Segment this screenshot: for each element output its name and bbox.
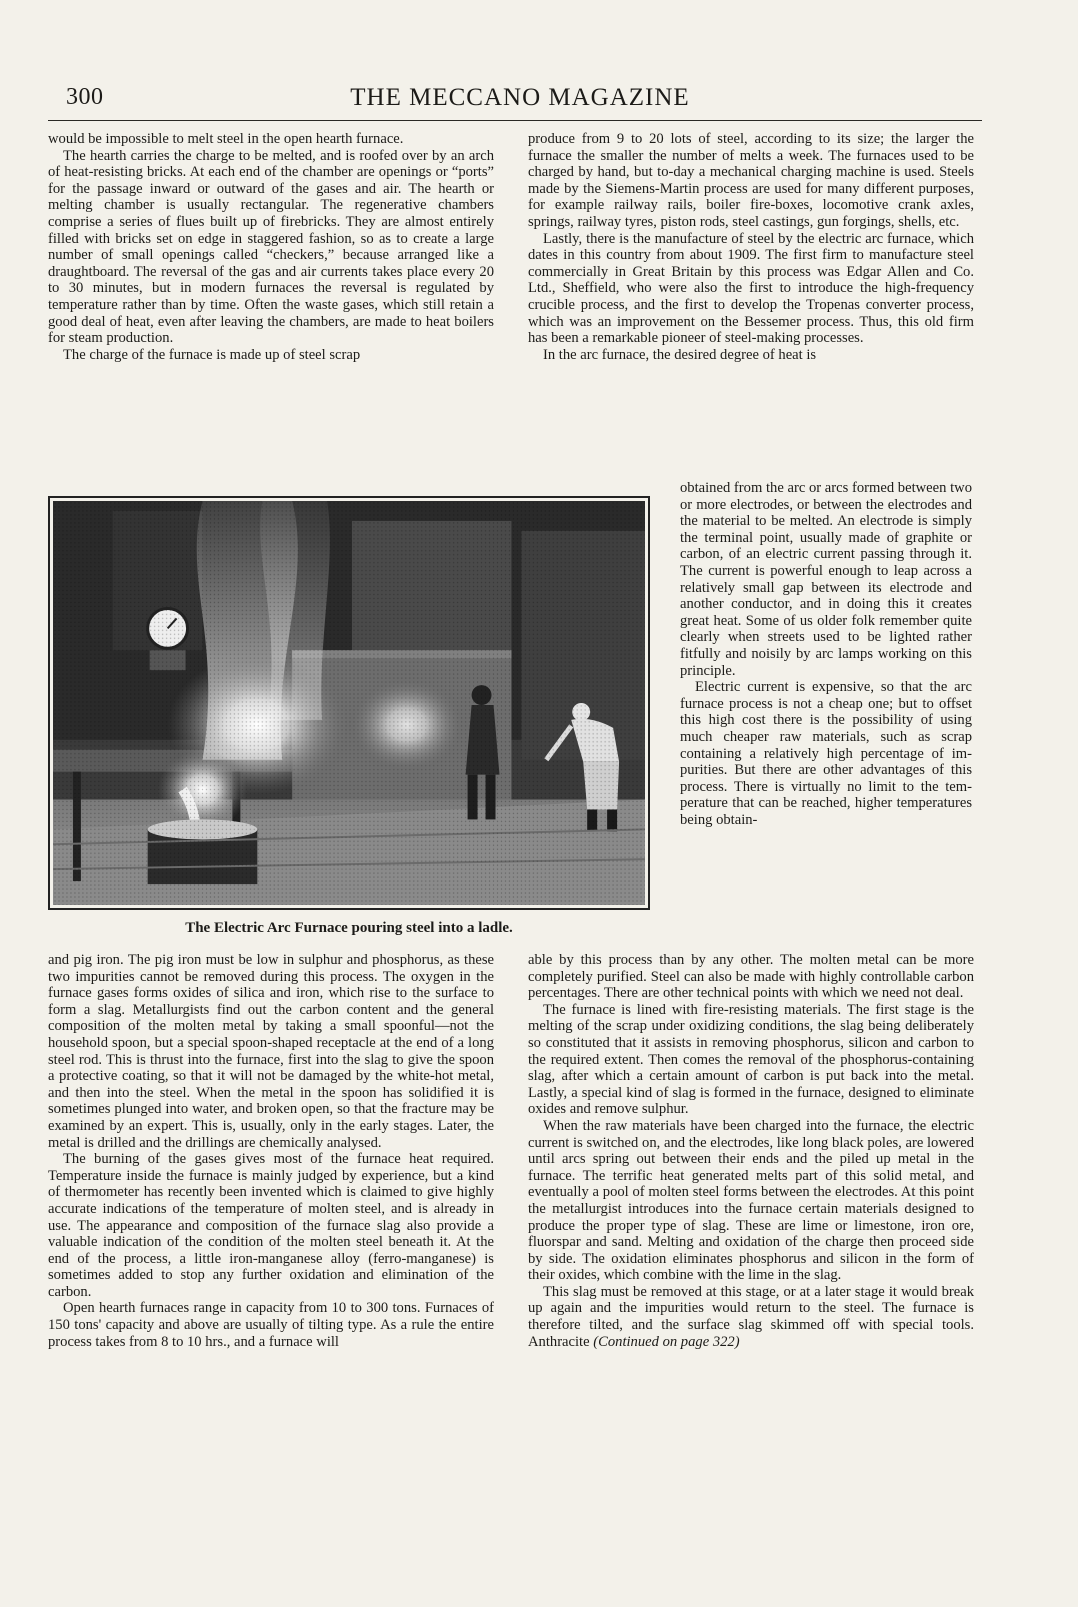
figure-caption: The Electric Arc Furnace pouring steel into a ladle.	[185, 920, 513, 936]
paragraph: In the arc furnace, the desired degree of heat is	[543, 346, 817, 363]
paragraph: would be impossible to melt steel in the open hearth furnace.	[48, 131, 404, 147]
paragraph-last	[528, 1284, 974, 1350]
column-left-bottom	[48, 952, 494, 1350]
paragraph: Lastly, there is the manufacture of steel by the electric arc furnace, which dates in this country from about 1909. The first firm to manufacture steel commercially in Great Britain by this process was Edgar Allen and Co. Ltd., Sheffield, who were also the first to introduce the high-frequency crucible process, and the first to develop the Tropenas converter process, which was an improvement on the Bessemer process. Thus, this old firm has been a remarkable pioneer of steel-making processes.	[528, 230, 974, 347]
furnace-photo-frame	[48, 496, 650, 910]
page-number: 300	[66, 84, 104, 110]
paragraph: produce from 9 to 20 lots of steel, according to its size; the larger the furnace the smaller the number of melts a week. The furnaces used to be charged by hand, but to-day a mechanical charging machine is used. Steels made by the Siemens-Martin process are used for many different purposes, for example railway rails, boiler fire-boxes, locomotive crank axles, springs, railway tyres, piston rods, steel castings, gun forgings, shells, etc.	[528, 131, 974, 230]
column-right-bottom	[528, 952, 974, 1350]
paragraph: The charge of the furnace is made up of steel scrap	[63, 346, 361, 363]
continued-note: (Continued on page 322)	[593, 1333, 740, 1350]
paragraph: When the raw materials have been charged into the furnace, the electric current is switched on, and the electrodes, like long black poles, are lowered until arcs spring out between their ends and the piled up metal in the furnace. The terrific heat generated melts part of this solid metal, and eventually a pool of molten steel forms between the electrodes. At this point the metallurgist introduces into the furnace certain materials designed to produce the proper type of slag. These are lime or limestone, iron ore, fluorspar and sand. Melting and oxidation of the charge then proceed side by side. The oxidation eliminates phosphorus and silicon in the form of their oxides, which combine with the lime in the slag.	[528, 1117, 974, 1284]
column-right-beside-photo	[680, 480, 972, 828]
page-title: THE MECCANO MAGAZINE	[350, 84, 690, 111]
paragraph: obtained from the arc or arcs formed between two or more electrodes, or between the electrodes and the material to be melted. An electrode is simply the terminal point, usually made of graphite or carbon, of an electric current passing through it. The current is powerful enough to leap across a relatively small gap between its electrode and another conductor, and in doing this it creates great heat. Some of us older folk remember quite clearly when streets used to be lighted rather fitfully and noisily by arc lamps working on this principle.	[680, 480, 972, 679]
paragraph: The burning of the gases gives most of the furnace heat required. Temperature inside the furnace is mainly judged by experience, but a kind of thermometer has recently been invented which is claimed to give highly accurate indications of the temperature of molten steel, and is already in use. The appearance and composition of the furnace slag also provide a valuable indication of the condition of the molten steel beneath it. At the end of the process, a little iron-manganese alloy (ferro-manganese) is sometimes added to stop any further oxidation and elimination of the carbon.	[48, 1151, 494, 1300]
page-header	[60, 84, 980, 114]
paragraph: able by this process than by any other. The molten metal can be more completely purified. Steel can also be made with highly controllable carbon percentages. There are other technical points with which we need not deal.	[528, 952, 974, 1002]
header-rule	[48, 120, 982, 121]
paragraph: Open hearth furnaces range in capacity from 10 to 300 tons. Furnaces of 150 tons' capacity and above are usually of tilting type. As a rule the entire process takes from 8 to 10 hrs., and a furnace will	[48, 1300, 494, 1350]
paragraph: and pig iron. The pig iron must be low in sulphur and phosphorus, as these two impurities cannot be removed during this process. The oxygen in the furnace gases forms oxides of silica and iron, which rise to the surface to form a slag. Metallurgists find out the carbon content and the general composition of the molten metal by taking a small spoonful—not the household spoon, but a special spoon-shaped receptacle at the end of a long steel rod. This is thrust into the furnace, first into the slag to give the spoon a protective coating, so that it will not be damaged by the white-hot metal, and then into the steel. When the metal in the spoon has solidified it is sometimes plunged into water, and broken open, so that the fracture may be examined by an expert. This is, usually, only in the early stages. Later, the metal is drilled and the drillings are chemically analysed.	[48, 952, 494, 1151]
column-left-top	[48, 131, 494, 363]
paragraph: The furnace is lined with fire-resisting materials. The first stage is the melting of the scrap under oxidizing conditions, the slag being deliberately so constituted that it assists in removing phosphorus, silicon and carbon to the required extent. Then comes the removal of the phosphorus-containing slag, after which a certain amount of carbon is put back into the metal. Lastly, a special kind of slag is formed in the furnace, designed to eliminate oxides and remove sulphur.	[528, 1001, 974, 1118]
paragraph: The hearth carries the charge to be melted, and is roofed over by an arch of heat-resisting bricks. At each end of the chamber are openings or “ports” for the passage inward or outward of the gases and air. The hearth or melting chamber is usually rectangular. The regenerative chambers comprise a series of flues built up of firebricks. They are almost entirely filled with bricks set on edge in staggered fashion, so as to create a large number of small openings called “checkers,” because arranged like a draughtboard. The reversal of the gas and air currents takes place every 20 to 30 minutes, but in modern furnaces the reversal is regulated by temperature rather than by time. Often the waste gases, which still retain a good deal of heat, even after leaving the chambers, are made to heat boilers for steam production.	[48, 147, 494, 347]
paragraph-text: This slag must be removed at this stage, or at a later stage it would break up again and the impurities would return to the steel. The furnace is therefore tilted, and the surface slag skimmed off with special tools. Anthracite	[528, 1283, 974, 1350]
column-right-top	[528, 131, 974, 363]
furnace-photo	[53, 501, 645, 905]
paragraph: Electric current is expensive, so that the arc furnace process is not a cheap one; but to offset this high cost there is the possibility of using much cheaper raw materials, such as scrap containing a relatively high percentage of impurities. But there are other advantages of this process. There is virtually no limit to the temperature that can be reached, higher temperatures being obtain-	[680, 679, 972, 828]
